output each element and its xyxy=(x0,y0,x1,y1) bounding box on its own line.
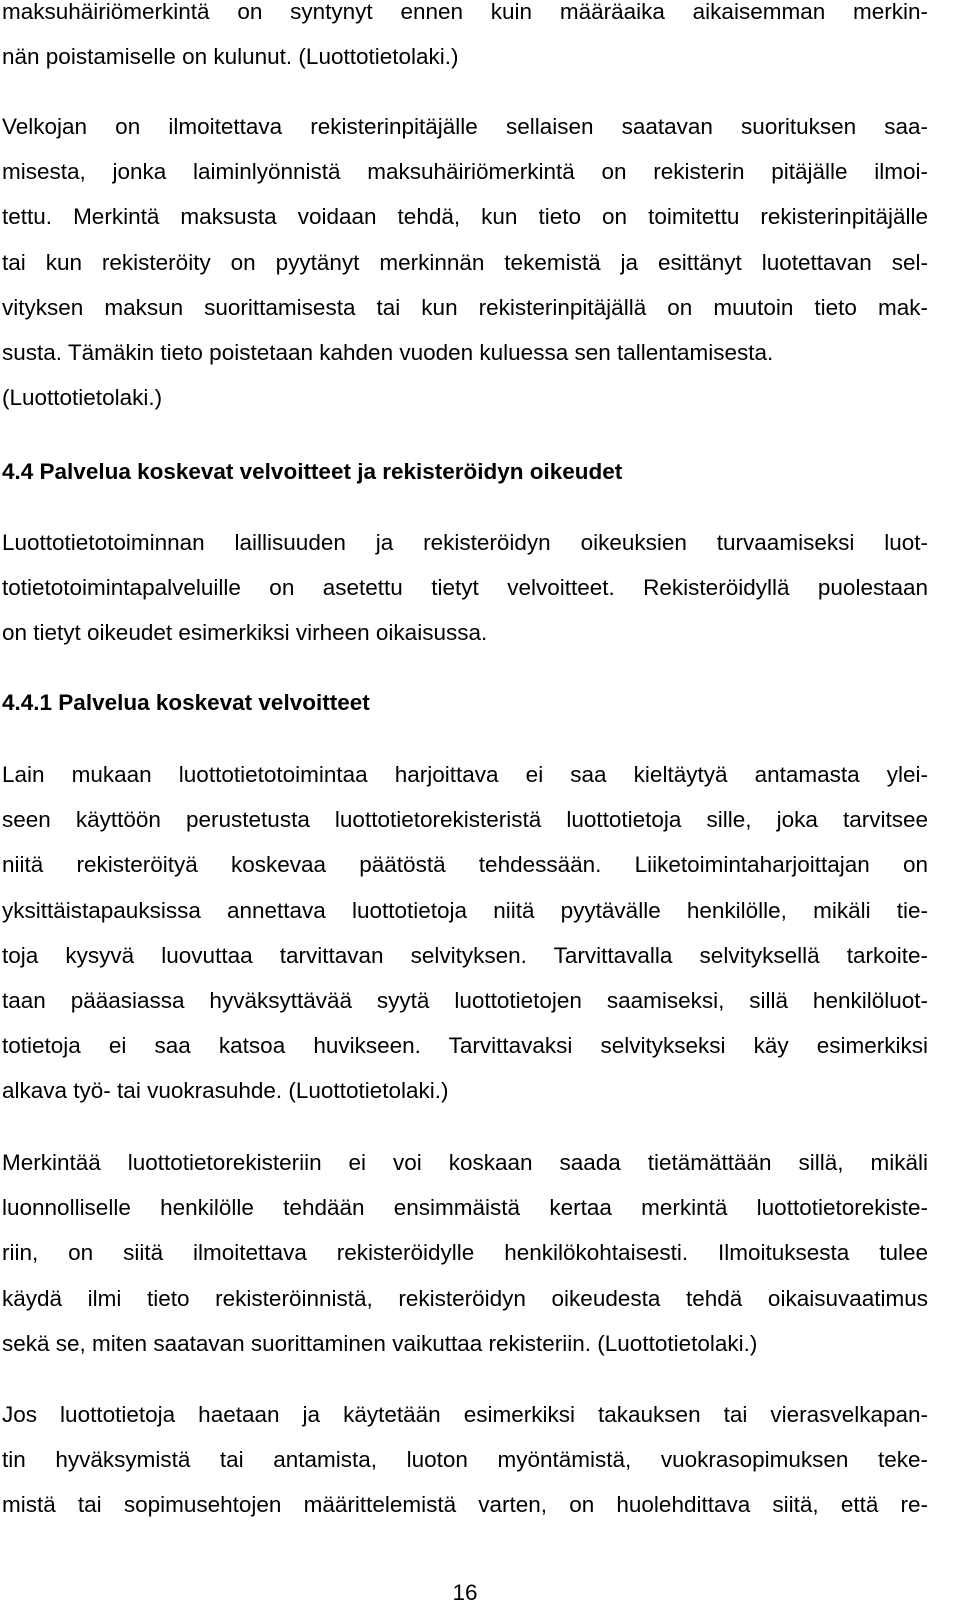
text-line: maksuhäiriömerkintä on syntynyt ennen kuin määräaika aikaisemman merkin- xyxy=(2,0,928,24)
text-line: Luottotietotoiminnan laillisuuden ja rekisteröidyn oikeuksien turvaamiseksi luot- xyxy=(2,530,928,555)
text-line: misesta, jonka laiminlyönnistä maksuhäiriömerkintä on rekisterin pitäjälle ilmoi- xyxy=(2,159,928,185)
subsection-heading: 4.4.1 Palvelua koskevat velvoitteet xyxy=(2,690,370,715)
text-line: Lain mukaan luottotietotoimintaa harjoittava ei saa kieltäytyä antamasta ylei- xyxy=(2,762,928,787)
text-line: yksittäistapauksissa annettava luottotietoja niitä pyytävälle henkilölle, mikäli tie- xyxy=(2,897,928,923)
text-line: tin hyväksymistä tai antamista, luoton myöntämistä, vuokrasopimuksen teke- xyxy=(2,1447,928,1473)
text-line: on tietyt oikeudet esimerkiksi virheen oikaisussa. xyxy=(2,620,488,646)
text-line: seen käyttöön perustetusta luottotietorekisteristä luottotietoja sille, joka tarvitsee xyxy=(2,807,928,833)
text-line: totietotoimintapalveluille on asetettu tietyt velvoitteet. Rekisteröidyllä puolestaan xyxy=(2,575,928,601)
text-line: (Luottotietolaki.) xyxy=(2,385,163,411)
text-line: käydä ilmi tieto rekisteröinnistä, rekisteröidyn oikeudesta tehdä oikaisuvaatimus xyxy=(2,1285,928,1311)
text-line: vityksen maksun suorittamisesta tai kun rekisterinpitäjällä on muutoin tieto mak- xyxy=(2,294,928,320)
page-number: 16 xyxy=(452,1580,478,1605)
text-line: toja kysyvä luovuttaa tarvittavan selvityksen. Tarvittavalla selvityksellä tarkoite- xyxy=(2,942,928,968)
text-line: Velkojan on ilmoitettava rekisterinpitäjälle sellaisen saatavan suorituksen saa- xyxy=(2,114,928,139)
paragraph-6 xyxy=(2,1392,928,1528)
text-line: mistä tai sopimusehtojen määrittelemistä varten, on huolehdittava siitä, että re- xyxy=(2,1492,928,1518)
text-line: taan pääasiassa hyväksyttävää syytä luottotietojen saamiseksi, sillä henkilöluot- xyxy=(2,987,928,1013)
section-heading: 4.4 Palvelua koskevat velvoitteet ja rekisteröidyn oikeudet xyxy=(2,459,623,484)
text-line: tettu. Merkintä maksusta voidaan tehdä, kun tieto on toimitettu rekisterinpitäjälle xyxy=(2,204,928,230)
paragraph-5 xyxy=(2,1140,928,1366)
text-line: niitä rekisteröityä koskevaa päätöstä tehdessään. Liiketoimintaharjoittajan on xyxy=(2,852,928,878)
text-line: riin, on siitä ilmoitettava rekisteröidylle henkilökohtaisesti. Ilmoituksesta tulee xyxy=(2,1240,928,1266)
paragraph-3 xyxy=(2,520,928,656)
text-line: Merkintää luottotietorekisteriin ei voi koskaan saada tietämättään sillä, mikäli xyxy=(2,1150,928,1175)
paragraph-1 xyxy=(2,0,928,79)
text-line: luonnolliselle henkilölle tehdään ensimmäistä kertaa merkintä luottotietorekiste- xyxy=(2,1195,928,1221)
paragraph-2 xyxy=(2,104,928,420)
paragraph-4 xyxy=(2,752,928,1114)
text-line: totietoja ei saa katsoa huvikseen. Tarvittavaksi selvitykseksi käy esimerkiksi xyxy=(2,1033,928,1059)
text-line: nän poistamiselle on kulunut. (Luottotietolaki.) xyxy=(2,44,459,70)
text-line: sekä se, miten saatavan suorittaminen vaikuttaa rekisteriin. (Luottotietolaki.) xyxy=(2,1330,758,1356)
text-line: Jos luottotietoja haetaan ja käytetään esimerkiksi takauksen tai vierasvelkapan- xyxy=(2,1402,928,1427)
text-line: tai kun rekisteröity on pyytänyt merkinnän tekemistä ja esittänyt luotettavan sel- xyxy=(2,249,928,275)
text-line: susta. Tämäkin tieto poistetaan kahden vuoden kuluessa sen tallentamisesta. xyxy=(2,339,774,365)
text-line: alkava työ- tai vuokrasuhde. (Luottotietolaki.) xyxy=(2,1078,449,1104)
